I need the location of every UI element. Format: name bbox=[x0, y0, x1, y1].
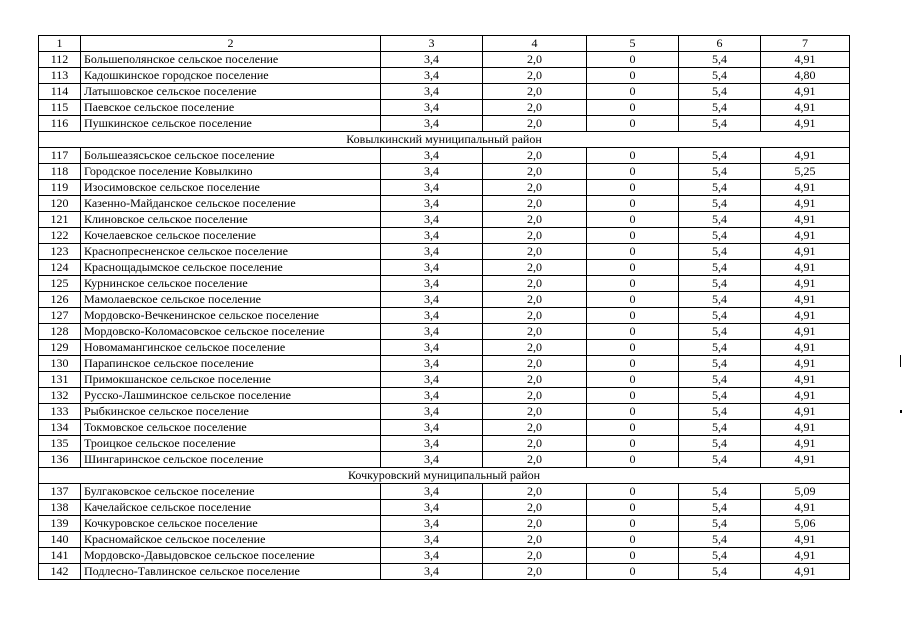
row-number: 126 bbox=[39, 292, 81, 308]
settlement-name: Паевское сельское поселение bbox=[81, 100, 381, 116]
scan-mark bbox=[900, 410, 902, 413]
settlement-name: Троицкое сельское поселение bbox=[81, 436, 381, 452]
row-number: 119 bbox=[39, 180, 81, 196]
rate-col-4: 2,0 bbox=[483, 388, 587, 404]
rate-col-5: 0 bbox=[587, 500, 679, 516]
rate-col-5: 0 bbox=[587, 212, 679, 228]
rate-col-4: 2,0 bbox=[483, 196, 587, 212]
rate-col-5: 0 bbox=[587, 244, 679, 260]
rate-col-7: 4,91 bbox=[761, 116, 850, 132]
rate-col-3: 3,4 bbox=[381, 260, 483, 276]
row-number: 123 bbox=[39, 244, 81, 260]
rate-col-5: 0 bbox=[587, 292, 679, 308]
rate-col-7: 4,91 bbox=[761, 84, 850, 100]
rate-col-7: 4,91 bbox=[761, 196, 850, 212]
rate-col-7: 4,91 bbox=[761, 500, 850, 516]
rate-col-7: 5,09 bbox=[761, 484, 850, 500]
rate-col-7: 5,25 bbox=[761, 164, 850, 180]
rate-col-5: 0 bbox=[587, 532, 679, 548]
settlement-name: Мордовско-Вечкенинское сельское поселение bbox=[81, 308, 381, 324]
rate-col-5: 0 bbox=[587, 100, 679, 116]
settlement-name: Красномайское сельское поселение bbox=[81, 532, 381, 548]
rate-col-3: 3,4 bbox=[381, 388, 483, 404]
row-number: 131 bbox=[39, 372, 81, 388]
rate-col-5: 0 bbox=[587, 356, 679, 372]
rate-col-4: 2,0 bbox=[483, 180, 587, 196]
row-number: 133 bbox=[39, 404, 81, 420]
rate-col-4: 2,0 bbox=[483, 212, 587, 228]
table-row bbox=[39, 212, 850, 228]
rate-col-7: 4,91 bbox=[761, 228, 850, 244]
rate-col-5: 0 bbox=[587, 516, 679, 532]
rate-col-4: 2,0 bbox=[483, 100, 587, 116]
rate-col-4: 2,0 bbox=[483, 52, 587, 68]
table-row bbox=[39, 548, 850, 564]
rate-col-6: 5,4 bbox=[679, 52, 761, 68]
rate-col-5: 0 bbox=[587, 260, 679, 276]
column-number: 4 bbox=[483, 36, 587, 52]
rate-col-3: 3,4 bbox=[381, 436, 483, 452]
settlement-name: Шингаринское сельское поселение bbox=[81, 452, 381, 468]
rate-col-3: 3,4 bbox=[381, 100, 483, 116]
rate-col-4: 2,0 bbox=[483, 452, 587, 468]
table-row bbox=[39, 116, 850, 132]
rate-col-4: 2,0 bbox=[483, 308, 587, 324]
table-row bbox=[39, 452, 850, 468]
row-number: 127 bbox=[39, 308, 81, 324]
table-row bbox=[39, 484, 850, 500]
row-number: 122 bbox=[39, 228, 81, 244]
rate-col-3: 3,4 bbox=[381, 180, 483, 196]
row-number: 116 bbox=[39, 116, 81, 132]
settlement-name: Краснопресненское сельское поселение bbox=[81, 244, 381, 260]
table-row bbox=[39, 68, 850, 84]
table-row bbox=[39, 260, 850, 276]
rate-col-6: 5,4 bbox=[679, 308, 761, 324]
rate-col-6: 5,4 bbox=[679, 68, 761, 84]
rate-col-4: 2,0 bbox=[483, 164, 587, 180]
column-number: 1 bbox=[39, 36, 81, 52]
rate-col-6: 5,4 bbox=[679, 164, 761, 180]
rate-col-7: 4,91 bbox=[761, 532, 850, 548]
rate-col-7: 4,91 bbox=[761, 180, 850, 196]
settlement-name: Большеполянское сельское поселение bbox=[81, 52, 381, 68]
settlement-name: Кочкуровское сельское поселение bbox=[81, 516, 381, 532]
rate-col-5: 0 bbox=[587, 68, 679, 84]
rate-col-3: 3,4 bbox=[381, 404, 483, 420]
settlement-name: Парапинское сельское поселение bbox=[81, 356, 381, 372]
rate-col-4: 2,0 bbox=[483, 436, 587, 452]
row-number: 117 bbox=[39, 148, 81, 164]
rate-col-4: 2,0 bbox=[483, 532, 587, 548]
column-number: 6 bbox=[679, 36, 761, 52]
rate-col-7: 4,91 bbox=[761, 340, 850, 356]
rate-col-5: 0 bbox=[587, 196, 679, 212]
rate-col-7: 4,91 bbox=[761, 564, 850, 580]
rate-col-4: 2,0 bbox=[483, 500, 587, 516]
row-number: 141 bbox=[39, 548, 81, 564]
table-row bbox=[39, 276, 850, 292]
region-title: Кочкуровский муниципальный район bbox=[39, 468, 850, 484]
rate-col-6: 5,4 bbox=[679, 276, 761, 292]
rate-col-6: 5,4 bbox=[679, 500, 761, 516]
rate-col-6: 5,4 bbox=[679, 84, 761, 100]
table-row bbox=[39, 164, 850, 180]
rate-col-6: 5,4 bbox=[679, 196, 761, 212]
rate-col-3: 3,4 bbox=[381, 324, 483, 340]
table-row bbox=[39, 324, 850, 340]
rate-col-7: 4,91 bbox=[761, 52, 850, 68]
row-number: 121 bbox=[39, 212, 81, 228]
row-number: 124 bbox=[39, 260, 81, 276]
rate-col-5: 0 bbox=[587, 388, 679, 404]
table-row bbox=[39, 84, 850, 100]
table-row bbox=[39, 532, 850, 548]
rate-col-3: 3,4 bbox=[381, 548, 483, 564]
rate-col-6: 5,4 bbox=[679, 148, 761, 164]
rate-col-7: 4,91 bbox=[761, 212, 850, 228]
rate-col-6: 5,4 bbox=[679, 212, 761, 228]
rate-col-4: 2,0 bbox=[483, 292, 587, 308]
settlement-name: Токмовское сельское поселение bbox=[81, 420, 381, 436]
settlement-name: Новомамангинское сельское поселение bbox=[81, 340, 381, 356]
row-number: 130 bbox=[39, 356, 81, 372]
rate-col-5: 0 bbox=[587, 228, 679, 244]
rate-col-4: 2,0 bbox=[483, 564, 587, 580]
table-row bbox=[39, 52, 850, 68]
column-number: 5 bbox=[587, 36, 679, 52]
rate-col-7: 4,91 bbox=[761, 244, 850, 260]
rate-col-3: 3,4 bbox=[381, 148, 483, 164]
table-row bbox=[39, 388, 850, 404]
rate-col-6: 5,4 bbox=[679, 356, 761, 372]
rate-col-3: 3,4 bbox=[381, 340, 483, 356]
rate-col-6: 5,4 bbox=[679, 324, 761, 340]
settlement-name: Клиновское сельское поселение bbox=[81, 212, 381, 228]
table-row bbox=[39, 100, 850, 116]
rate-col-7: 4,91 bbox=[761, 372, 850, 388]
table-row bbox=[39, 180, 850, 196]
rate-col-6: 5,4 bbox=[679, 420, 761, 436]
row-number: 142 bbox=[39, 564, 81, 580]
row-number: 140 bbox=[39, 532, 81, 548]
region-title: Ковылкинский муниципальный район bbox=[39, 132, 850, 148]
rate-col-6: 5,4 bbox=[679, 404, 761, 420]
row-number: 136 bbox=[39, 452, 81, 468]
rate-col-4: 2,0 bbox=[483, 228, 587, 244]
rates-table-body bbox=[39, 36, 850, 580]
rate-col-5: 0 bbox=[587, 564, 679, 580]
settlement-name: Казенно-Майданское сельское поселение bbox=[81, 196, 381, 212]
rate-col-6: 5,4 bbox=[679, 100, 761, 116]
rate-col-3: 3,4 bbox=[381, 372, 483, 388]
row-number: 128 bbox=[39, 324, 81, 340]
rate-col-4: 2,0 bbox=[483, 340, 587, 356]
rate-col-6: 5,4 bbox=[679, 532, 761, 548]
rate-col-7: 4,91 bbox=[761, 324, 850, 340]
rate-col-4: 2,0 bbox=[483, 116, 587, 132]
rate-col-3: 3,4 bbox=[381, 452, 483, 468]
rate-col-6: 5,4 bbox=[679, 244, 761, 260]
rate-col-3: 3,4 bbox=[381, 68, 483, 84]
table-row bbox=[39, 564, 850, 580]
rate-col-3: 3,4 bbox=[381, 84, 483, 100]
rates-table bbox=[38, 35, 850, 580]
rate-col-6: 5,4 bbox=[679, 372, 761, 388]
table-row bbox=[39, 148, 850, 164]
rate-col-4: 2,0 bbox=[483, 484, 587, 500]
rate-col-4: 2,0 bbox=[483, 548, 587, 564]
table-row bbox=[39, 196, 850, 212]
settlement-name: Изосимовское сельское поселение bbox=[81, 180, 381, 196]
column-number: 3 bbox=[381, 36, 483, 52]
settlement-name: Курнинское сельское поселение bbox=[81, 276, 381, 292]
settlement-name: Большеазясьское сельское поселение bbox=[81, 148, 381, 164]
rate-col-7: 4,91 bbox=[761, 260, 850, 276]
settlement-name: Пушкинское сельское поселение bbox=[81, 116, 381, 132]
rate-col-6: 5,4 bbox=[679, 260, 761, 276]
rate-col-5: 0 bbox=[587, 548, 679, 564]
rate-col-3: 3,4 bbox=[381, 308, 483, 324]
rate-col-3: 3,4 bbox=[381, 420, 483, 436]
rate-col-3: 3,4 bbox=[381, 516, 483, 532]
rate-col-4: 2,0 bbox=[483, 404, 587, 420]
rate-col-5: 0 bbox=[587, 116, 679, 132]
region-header-row bbox=[39, 132, 850, 148]
rate-col-7: 4,91 bbox=[761, 148, 850, 164]
table-row bbox=[39, 404, 850, 420]
rate-col-7: 5,06 bbox=[761, 516, 850, 532]
settlement-name: Качелайское сельское поселение bbox=[81, 500, 381, 516]
rate-col-6: 5,4 bbox=[679, 180, 761, 196]
table-row bbox=[39, 228, 850, 244]
row-number: 139 bbox=[39, 516, 81, 532]
column-number-row bbox=[39, 36, 850, 52]
rate-col-5: 0 bbox=[587, 372, 679, 388]
row-number: 120 bbox=[39, 196, 81, 212]
rate-col-7: 4,91 bbox=[761, 436, 850, 452]
settlement-name: Примокшанское сельское поселение bbox=[81, 372, 381, 388]
rate-col-3: 3,4 bbox=[381, 196, 483, 212]
rate-col-3: 3,4 bbox=[381, 356, 483, 372]
row-number: 125 bbox=[39, 276, 81, 292]
row-number: 134 bbox=[39, 420, 81, 436]
rate-col-6: 5,4 bbox=[679, 484, 761, 500]
rate-col-5: 0 bbox=[587, 324, 679, 340]
table-row bbox=[39, 356, 850, 372]
rate-col-4: 2,0 bbox=[483, 148, 587, 164]
row-number: 132 bbox=[39, 388, 81, 404]
settlement-name: Кадошкинское городское поселение bbox=[81, 68, 381, 84]
rate-col-4: 2,0 bbox=[483, 372, 587, 388]
rate-col-5: 0 bbox=[587, 436, 679, 452]
rate-col-7: 4,91 bbox=[761, 292, 850, 308]
settlement-name: Рыбкинское сельское поселение bbox=[81, 404, 381, 420]
table-row bbox=[39, 292, 850, 308]
rate-col-3: 3,4 bbox=[381, 484, 483, 500]
rate-col-5: 0 bbox=[587, 404, 679, 420]
table-row bbox=[39, 372, 850, 388]
table-row bbox=[39, 420, 850, 436]
rate-col-3: 3,4 bbox=[381, 116, 483, 132]
row-number: 113 bbox=[39, 68, 81, 84]
rate-col-5: 0 bbox=[587, 164, 679, 180]
row-number: 118 bbox=[39, 164, 81, 180]
rate-col-6: 5,4 bbox=[679, 516, 761, 532]
rate-col-3: 3,4 bbox=[381, 228, 483, 244]
column-number: 2 bbox=[81, 36, 381, 52]
rate-col-5: 0 bbox=[587, 420, 679, 436]
settlement-name: Краснощадымское сельское поселение bbox=[81, 260, 381, 276]
rate-col-4: 2,0 bbox=[483, 244, 587, 260]
settlement-name: Латышовское сельское поселение bbox=[81, 84, 381, 100]
column-number: 7 bbox=[761, 36, 850, 52]
rate-col-5: 0 bbox=[587, 340, 679, 356]
document-sheet bbox=[38, 35, 850, 580]
table-row bbox=[39, 244, 850, 260]
rate-col-6: 5,4 bbox=[679, 452, 761, 468]
rate-col-5: 0 bbox=[587, 484, 679, 500]
table-row bbox=[39, 308, 850, 324]
rate-col-3: 3,4 bbox=[381, 564, 483, 580]
rate-col-7: 4,91 bbox=[761, 452, 850, 468]
rate-col-7: 4,91 bbox=[761, 548, 850, 564]
rate-col-4: 2,0 bbox=[483, 260, 587, 276]
rate-col-5: 0 bbox=[587, 180, 679, 196]
table-row bbox=[39, 500, 850, 516]
rate-col-7: 4,91 bbox=[761, 404, 850, 420]
settlement-name: Русско-Лашминское сельское поселение bbox=[81, 388, 381, 404]
rate-col-3: 3,4 bbox=[381, 532, 483, 548]
rate-col-4: 2,0 bbox=[483, 276, 587, 292]
rate-col-5: 0 bbox=[587, 52, 679, 68]
settlement-name: Мордовско-Коломасовское сельское поселение bbox=[81, 324, 381, 340]
rate-col-5: 0 bbox=[587, 308, 679, 324]
rate-col-6: 5,4 bbox=[679, 292, 761, 308]
rate-col-7: 4,91 bbox=[761, 420, 850, 436]
rate-col-4: 2,0 bbox=[483, 420, 587, 436]
row-number: 129 bbox=[39, 340, 81, 356]
region-header-row bbox=[39, 468, 850, 484]
settlement-name: Подлесно-Тавлинское сельское поселение bbox=[81, 564, 381, 580]
rate-col-6: 5,4 bbox=[679, 340, 761, 356]
rate-col-5: 0 bbox=[587, 84, 679, 100]
rate-col-4: 2,0 bbox=[483, 356, 587, 372]
scan-mark bbox=[900, 355, 901, 367]
table-row bbox=[39, 436, 850, 452]
rate-col-7: 4,91 bbox=[761, 276, 850, 292]
row-number: 135 bbox=[39, 436, 81, 452]
rate-col-6: 5,4 bbox=[679, 228, 761, 244]
rate-col-3: 3,4 bbox=[381, 212, 483, 228]
rate-col-6: 5,4 bbox=[679, 388, 761, 404]
table-row bbox=[39, 516, 850, 532]
rate-col-6: 5,4 bbox=[679, 548, 761, 564]
rate-col-7: 4,91 bbox=[761, 356, 850, 372]
rate-col-7: 4,91 bbox=[761, 308, 850, 324]
rate-col-5: 0 bbox=[587, 452, 679, 468]
settlement-name: Мамолаевское сельское поселение bbox=[81, 292, 381, 308]
row-number: 115 bbox=[39, 100, 81, 116]
rate-col-3: 3,4 bbox=[381, 276, 483, 292]
rate-col-3: 3,4 bbox=[381, 292, 483, 308]
row-number: 137 bbox=[39, 484, 81, 500]
rate-col-3: 3,4 bbox=[381, 244, 483, 260]
rate-col-4: 2,0 bbox=[483, 324, 587, 340]
row-number: 114 bbox=[39, 84, 81, 100]
rate-col-7: 4,91 bbox=[761, 100, 850, 116]
rate-col-3: 3,4 bbox=[381, 500, 483, 516]
row-number: 112 bbox=[39, 52, 81, 68]
rate-col-6: 5,4 bbox=[679, 116, 761, 132]
rate-col-7: 4,91 bbox=[761, 388, 850, 404]
table-row bbox=[39, 340, 850, 356]
settlement-name: Мордовско-Давыдовское сельское поселение bbox=[81, 548, 381, 564]
rate-col-4: 2,0 bbox=[483, 68, 587, 84]
row-number: 138 bbox=[39, 500, 81, 516]
rate-col-6: 5,4 bbox=[679, 564, 761, 580]
rate-col-5: 0 bbox=[587, 276, 679, 292]
rate-col-7: 4,80 bbox=[761, 68, 850, 84]
rate-col-4: 2,0 bbox=[483, 516, 587, 532]
rate-col-3: 3,4 bbox=[381, 164, 483, 180]
settlement-name: Булгаковское сельское поселение bbox=[81, 484, 381, 500]
rate-col-4: 2,0 bbox=[483, 84, 587, 100]
rate-col-3: 3,4 bbox=[381, 52, 483, 68]
settlement-name: Городское поселение Ковылкино bbox=[81, 164, 381, 180]
settlement-name: Кочелаевское сельское поселение bbox=[81, 228, 381, 244]
rate-col-5: 0 bbox=[587, 148, 679, 164]
rate-col-6: 5,4 bbox=[679, 436, 761, 452]
